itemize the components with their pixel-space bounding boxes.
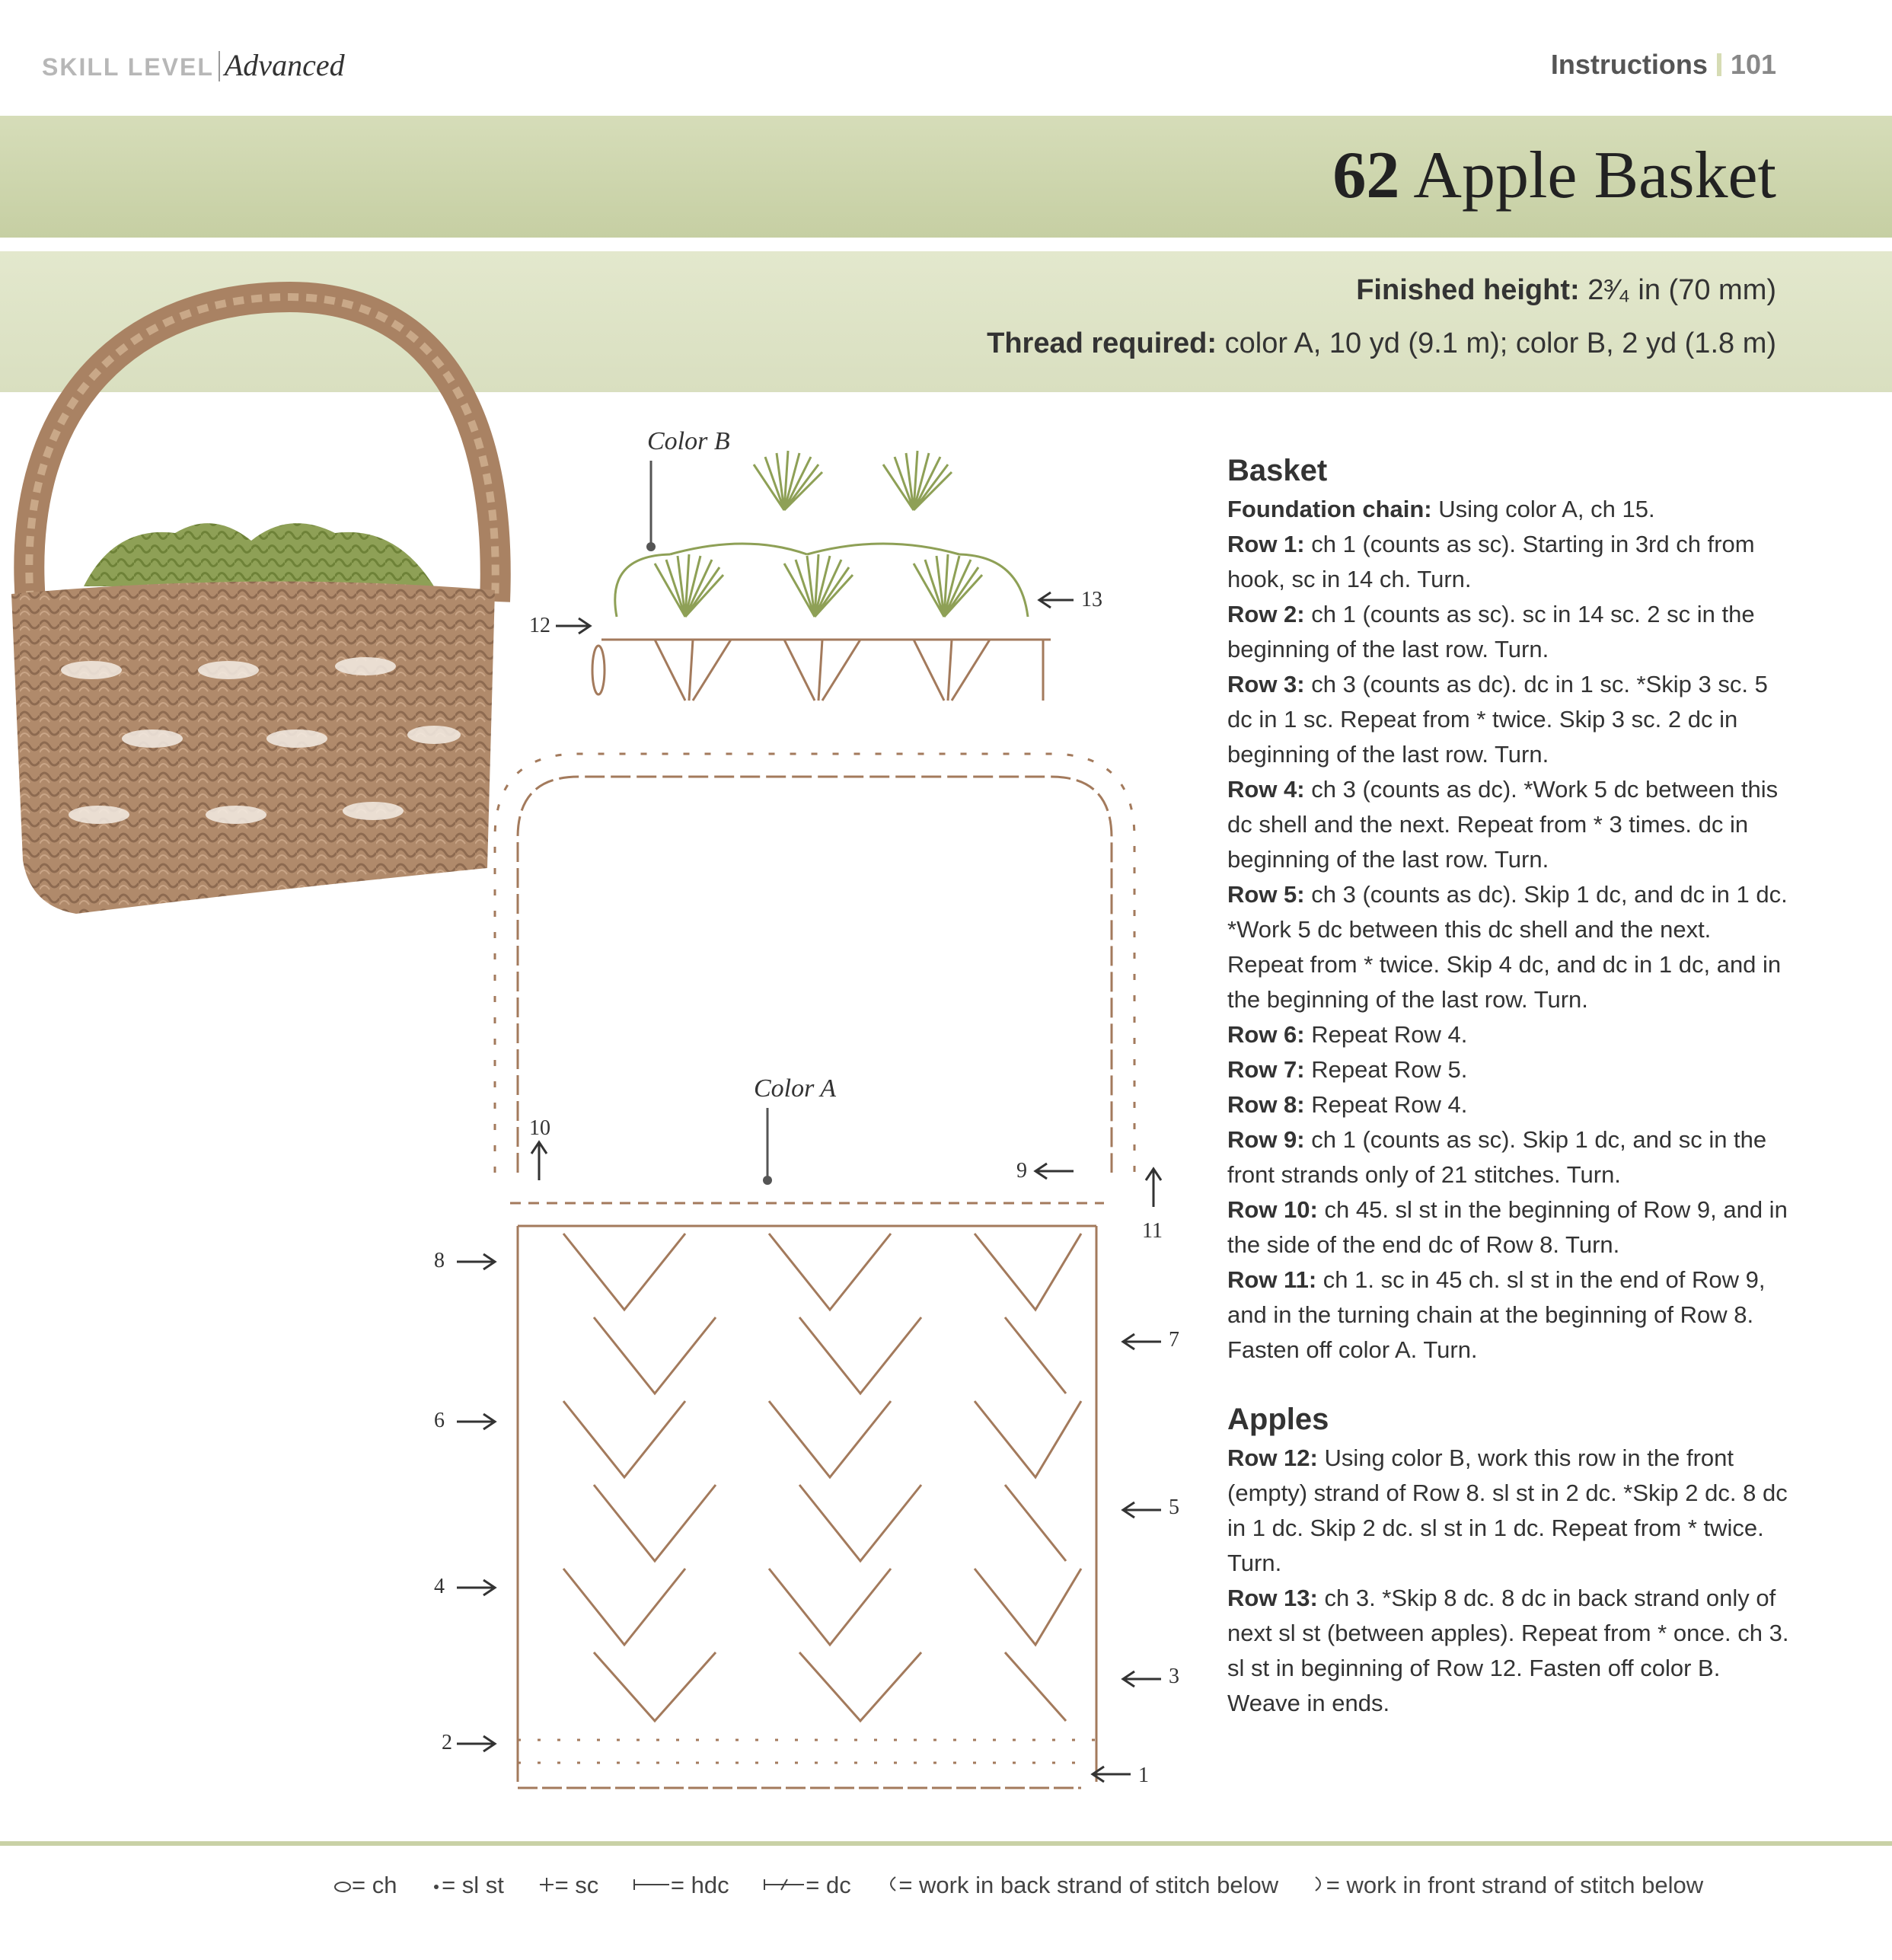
basket-heading: Basket <box>1227 454 1328 487</box>
legend-back-strand: = work in back strand of stitch below <box>885 1872 1292 1898</box>
apples-chart <box>615 451 1028 617</box>
chain-symbol-icon <box>333 1879 352 1893</box>
row-label-9: 9 <box>1016 1159 1027 1183</box>
front-strand-symbol-icon <box>1313 1875 1326 1893</box>
instruction-row: Row 9: ch 1 (counts as sc). Skip 1 dc, and sc in the front strands only of 21 stitches. Turn. <box>1227 1126 1767 1188</box>
skill-level-value: Advanced <box>224 48 345 82</box>
finished-height-value: 2³⁄₄ in (70 mm) <box>1587 274 1776 306</box>
divider <box>219 51 220 81</box>
legend-hdc: = hdc <box>633 1872 743 1898</box>
instructions <box>1227 449 1791 1721</box>
row-arrows <box>457 1142 1161 1782</box>
symbol-legend <box>333 1872 1731 1899</box>
pattern-number: 62 <box>1332 139 1400 212</box>
page-title <box>1332 137 1776 214</box>
row-label-10: 10 <box>529 1116 550 1140</box>
instruction-row: Foundation chain: Using color A, ch 15. <box>1227 496 1655 522</box>
instruction-row: Row 13: ch 3. *Skip 8 dc. 8 dc in back strand only of next sl st (between apples). Repeat from * once. ch 3. sl st in beginning of Row 12. Fasten off color B. Weave in ends. <box>1227 1585 1789 1716</box>
basket-rows <box>1227 492 1791 1368</box>
legend-slst: = sl st <box>431 1872 518 1898</box>
color-a-label: Color A <box>754 1074 837 1103</box>
instruction-row: Row 7: Repeat Row 5. <box>1227 1056 1468 1083</box>
row-label-3: 3 <box>1169 1665 1179 1688</box>
legend-dc: = dc <box>763 1872 864 1898</box>
row-label-12: 12 <box>529 614 550 637</box>
footer-rule <box>0 1841 1892 1846</box>
instruction-row: Row 4: ch 3 (counts as dc). *Work 5 dc between this dc shell and the next. Repeat from * 3 times. dc in beginning of the last row. Turn. <box>1227 776 1779 873</box>
row-label-1: 1 <box>1138 1764 1149 1787</box>
handle-chart <box>495 754 1134 1173</box>
thread-required-label: Thread required: <box>987 327 1217 359</box>
row-label-13: 13 <box>1081 588 1102 611</box>
row-label-7: 7 <box>1169 1328 1179 1352</box>
running-head <box>1551 49 1776 81</box>
row-label-4: 4 <box>434 1575 445 1598</box>
row-label-2: 2 <box>442 1731 452 1754</box>
apples <box>84 523 434 586</box>
page-number: 101 <box>1730 49 1776 80</box>
back-strand-symbol-icon <box>885 1875 898 1893</box>
row-label-6: 6 <box>434 1409 445 1432</box>
legend-sc: = sc <box>538 1872 613 1898</box>
divider <box>1717 53 1721 76</box>
instruction-row: Row 11: ch 1. sc in 45 ch. sl st in the end of Row 9, and in the turning chain at the beginning of Row 8. Fasten off color A. Turn. <box>1227 1266 1766 1363</box>
skill-level <box>42 47 345 83</box>
apples-heading: Apples <box>1227 1403 1329 1436</box>
basket-body-chart <box>510 1203 1104 1788</box>
finished-height-label: Finished height: <box>1356 274 1580 306</box>
instruction-row: Row 10: ch 45. sl st in the beginning of Row 9, and in the side of the end dc of Row 8. Turn. <box>1227 1196 1788 1258</box>
thread-required-value: color A, 10 yd (9.1 m); color B, 2 yd (1.8 m) <box>1224 327 1776 359</box>
instruction-row: Row 1: ch 1 (counts as sc). Starting in 3rd ch from hook, sc in 14 ch. Turn. <box>1227 531 1755 592</box>
row-label-5: 5 <box>1169 1496 1179 1519</box>
single-crochet-symbol-icon <box>538 1876 555 1893</box>
row-label-8: 8 <box>434 1249 445 1272</box>
finished-height <box>1356 274 1776 307</box>
row-label-11: 11 <box>1142 1219 1163 1243</box>
legend-ch: = ch <box>333 1872 410 1898</box>
thread-required <box>987 327 1776 360</box>
half-double-crochet-symbol-icon <box>633 1876 671 1893</box>
apples-rows <box>1227 1441 1791 1721</box>
instruction-row: Row 2: ch 1 (counts as sc). sc in 14 sc. 2 sc in the beginning of the last row. Turn. <box>1227 601 1755 662</box>
crochet-chart <box>426 411 1218 1812</box>
skill-level-label: SKILL LEVEL <box>42 53 214 81</box>
basket-body <box>11 582 495 914</box>
legend-front-strand: = work in front strand of stitch below <box>1313 1872 1717 1898</box>
instruction-row: Row 5: ch 3 (counts as dc). Skip 1 dc, and dc in 1 dc. *Work 5 dc between this dc shell and the next. Repeat from * twice. Skip 4 dc, and dc in 1 dc, and in the beginning of the last row. Turn. <box>1227 881 1788 1013</box>
instruction-row: Row 6: Repeat Row 4. <box>1227 1021 1468 1048</box>
apples-base <box>592 640 1051 701</box>
color-b-label: Color B <box>647 427 730 455</box>
double-crochet-symbol-icon <box>763 1876 806 1893</box>
instruction-row: Row 3: ch 3 (counts as dc). dc in 1 sc. *Skip 3 sc. 5 dc in 1 sc. Repeat from * twice. Skip 3 sc. 2 dc in beginning of the last row. Turn. <box>1227 671 1768 768</box>
section-name: Instructions <box>1550 49 1708 80</box>
instruction-row: Row 8: Repeat Row 4. <box>1227 1091 1468 1118</box>
instruction-row: Row 12: Using color B, work this row in the front (empty) strand of Row 8. sl st in 2 dc. *Skip 2 dc. 8 dc in 1 dc. Skip 2 dc. sl st in 1 dc. Repeat from * twice. Turn. <box>1227 1444 1788 1576</box>
slip-stitch-symbol-icon <box>431 1879 442 1893</box>
pattern-name: Apple Basket <box>1413 139 1776 212</box>
